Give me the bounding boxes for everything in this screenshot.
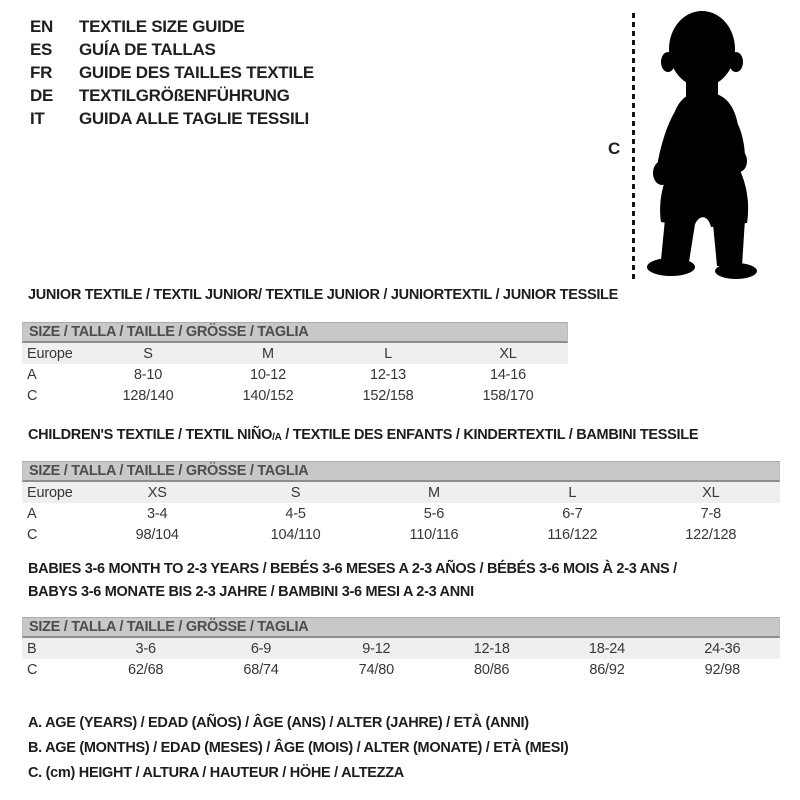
table-row <box>22 364 568 385</box>
size-cell: 14-16 <box>489 366 527 383</box>
size-cell: 5-6 <box>423 505 445 522</box>
language-row <box>30 84 314 107</box>
size-grid <box>22 343 568 406</box>
size-cell: 98/104 <box>135 526 179 543</box>
title-text: JUNIOR TEXTILE / TEXTIL JUNIOR/ TEXTILE JUNIOR / JUNIORTEXTIL / JUNIOR TESSILE <box>28 287 618 303</box>
size-cell: 6-9 <box>203 638 318 659</box>
footnote-line: C. (cm) HEIGHT / ALTURA / HAUTEUR / HÖHE / ALTEZZA <box>28 765 404 781</box>
row-label: C <box>27 387 38 404</box>
language-code: FR <box>30 62 53 82</box>
size-cell: 62/68 <box>128 661 164 678</box>
size-cell: XL <box>642 482 780 503</box>
guide-title: GUIDA ALLE TAGLIE TESSILI <box>79 108 309 128</box>
row-label: C <box>27 526 38 543</box>
size-grid <box>22 482 780 545</box>
table-header-bar: SIZE / TALLA / TAILLE / GRÖSSE / TAGLIA <box>22 461 780 482</box>
size-cell: 6-7 <box>562 505 583 522</box>
size-cell: 86/92 <box>589 661 625 678</box>
height-measure-dashed-line <box>632 13 635 279</box>
row-label: B <box>22 638 88 659</box>
language-row <box>30 61 314 84</box>
section-title-babies <box>28 558 677 604</box>
guide-title: GUIDE DES TAILLES TEXTILE <box>79 62 314 82</box>
table-row <box>22 638 780 659</box>
row-label: A <box>27 366 37 383</box>
size-cell: 68/74 <box>243 661 279 678</box>
section-title-line <box>28 581 677 604</box>
title-text: / TEXTILE DES ENFANTS / KINDERTEXTIL / BAMBINI TESSILE <box>281 427 699 443</box>
size-cell: 7-8 <box>700 505 721 522</box>
size-grid <box>22 638 780 680</box>
size-cell: S <box>226 482 364 503</box>
table-header-bar: SIZE / TALLA / TAILLE / GRÖSSE / TAGLIA <box>22 617 780 638</box>
size-cell: L <box>328 343 448 364</box>
table-row <box>22 343 568 364</box>
size-cell: 92/98 <box>704 661 740 678</box>
size-cell: 3-4 <box>147 505 168 522</box>
language-code: IT <box>30 108 45 128</box>
size-cell: 128/140 <box>122 387 174 404</box>
title-text: BABIES 3-6 MONTH TO 2-3 YEARS / BEBÉS 3-6 MESES A 2-3 AÑOS / BÉBÉS 3-6 MOIS À 2-3 ANS / <box>28 561 677 577</box>
footnote-line: A. AGE (YEARS) / EDAD (AÑOS) / ÂGE (ANS) / ALTER (JAHRE) / ETÀ (ANNI) <box>28 715 529 731</box>
size-cell: 24-36 <box>665 638 780 659</box>
size-cell: 80/86 <box>474 661 510 678</box>
row-label: Europe <box>22 343 88 364</box>
height-measure-label: C <box>608 139 621 158</box>
table-row <box>22 482 780 503</box>
section-title-line <box>28 558 677 581</box>
guide-title: GUÍA DE TALLAS <box>79 39 216 59</box>
size-cell: 12-18 <box>434 638 549 659</box>
title-text: CHILDREN'S TEXTILE / TEXTIL NIÑO <box>28 427 273 443</box>
size-cell: 110/116 <box>409 526 459 543</box>
size-cell: S <box>88 343 208 364</box>
footnote-line: B. AGE (MONTHS) / EDAD (MESES) / ÂGE (MOIS) / ALTER (MONATE) / ETÀ (MESI) <box>28 740 569 756</box>
size-cell: 152/158 <box>362 387 414 404</box>
size-cell: XL <box>448 343 568 364</box>
section-title-junior <box>28 284 618 307</box>
toddler-silhouette-image <box>646 8 766 286</box>
size-cell: 74/80 <box>358 661 394 678</box>
table-row <box>22 503 780 524</box>
size-cell: M <box>208 343 328 364</box>
section-title-line <box>28 284 618 307</box>
language-title-block <box>30 15 314 130</box>
row-label: Europe <box>22 482 88 503</box>
size-table-junior <box>22 322 568 406</box>
size-cell: 4-5 <box>285 505 306 522</box>
size-cell: 158/170 <box>482 387 534 404</box>
title-text: BABYS 3-6 MONATE BIS 2-3 JAHRE / BAMBINI 3-6 MESI A 2-3 ANNI <box>28 584 474 600</box>
size-table-children <box>22 461 780 545</box>
size-cell: 9-12 <box>319 638 434 659</box>
language-code: DE <box>30 85 54 105</box>
size-cell: 12-13 <box>369 366 407 383</box>
section-title-children <box>28 424 698 448</box>
size-cell: 3-6 <box>88 638 203 659</box>
size-cell: 140/152 <box>242 387 294 404</box>
guide-title: TEXTILGRÖßENFÜHRUNG <box>79 85 290 105</box>
language-row <box>30 38 314 61</box>
size-cell: L <box>503 482 641 503</box>
language-row <box>30 107 314 130</box>
size-cell: XS <box>88 482 226 503</box>
size-cell: M <box>365 482 503 503</box>
language-code: ES <box>30 39 53 59</box>
table-row <box>22 659 780 680</box>
table-row <box>22 524 780 545</box>
size-cell: 8-10 <box>133 366 163 383</box>
footnote-block <box>28 711 568 786</box>
language-row <box>30 15 314 38</box>
size-cell: 104/110 <box>270 526 321 543</box>
size-cell: 116/122 <box>547 526 598 543</box>
subscript-text: /A <box>272 432 282 443</box>
size-cell: 18-24 <box>549 638 664 659</box>
size-cell: 10-12 <box>249 366 287 383</box>
table-row <box>22 385 568 406</box>
language-code: EN <box>30 16 54 36</box>
table-header-bar: SIZE / TALLA / TAILLE / GRÖSSE / TAGLIA <box>22 322 568 343</box>
guide-title: TEXTILE SIZE GUIDE <box>79 16 245 36</box>
row-label: A <box>27 505 37 522</box>
section-title-line <box>28 424 698 448</box>
size-cell: 122/128 <box>685 526 737 543</box>
size-table-babies <box>22 617 780 680</box>
row-label: C <box>27 661 38 678</box>
